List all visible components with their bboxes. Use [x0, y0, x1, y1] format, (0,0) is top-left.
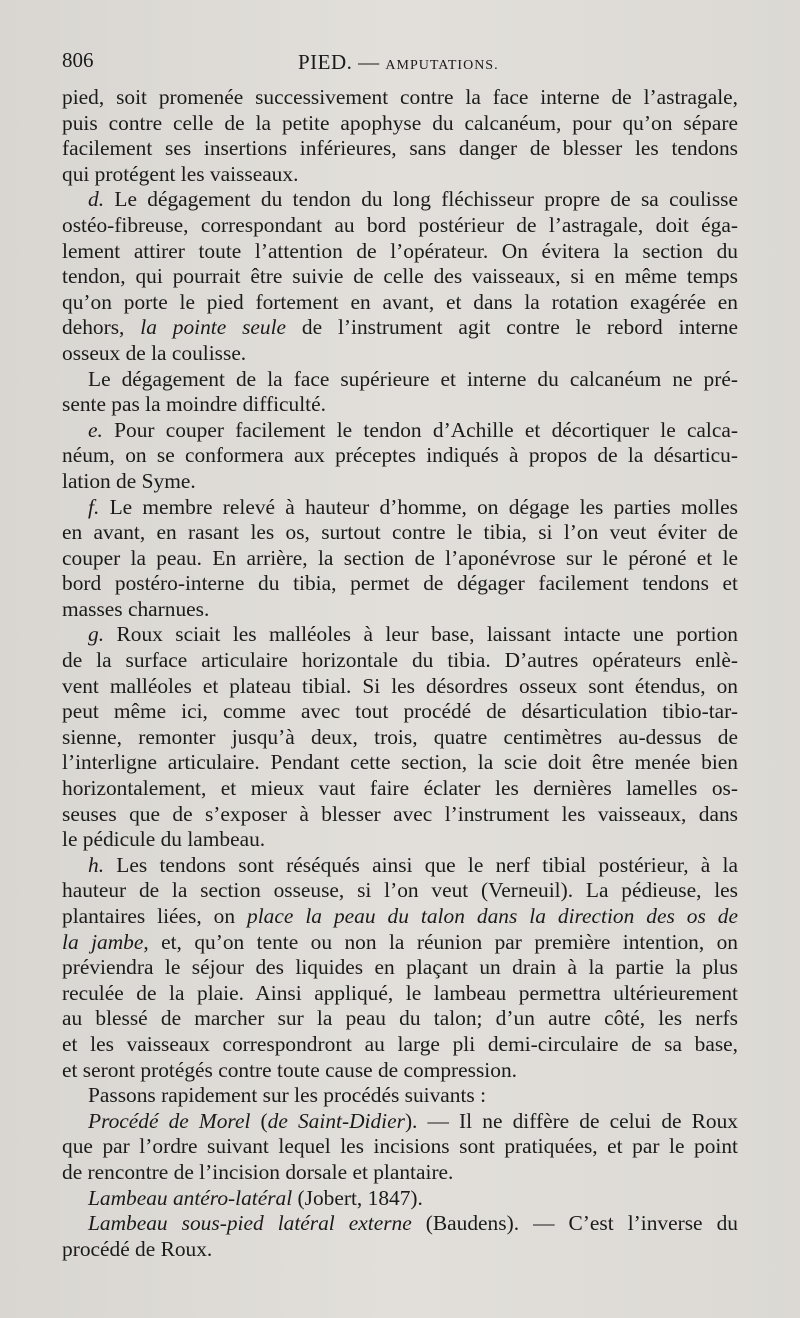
- italic-span: g.: [88, 622, 105, 647]
- running-header: [62, 48, 742, 78]
- italic-span: e.: [88, 417, 103, 442]
- text-span: néum, on se conformera aux préceptes indiqués à propos de la désarticu-: [62, 443, 738, 468]
- text-span: masses charnues.: [62, 596, 210, 621]
- text-span: hauteur de la section osseuse, si l’on veut (Verneuil). La pédieuse, les: [62, 878, 738, 903]
- text-line: [62, 571, 738, 597]
- italic-span: place la peau du talon dans la direction des os de: [247, 904, 738, 928]
- text-line: [62, 1237, 738, 1263]
- text-span: de l’instrument agit contre le rebord interne: [286, 315, 738, 340]
- text-line: [62, 1006, 738, 1032]
- text-line: [62, 315, 738, 341]
- text-line: [62, 85, 738, 111]
- text-line: [62, 699, 738, 725]
- text-line: [62, 162, 738, 188]
- text-span: ). — Il ne diffère de celui de Roux: [404, 1108, 738, 1133]
- text-line: [62, 1109, 738, 1135]
- text-line: [62, 1134, 738, 1160]
- text-line: [62, 904, 738, 930]
- italic-span: f.: [88, 494, 100, 519]
- title-section: AMPUTATIONS.: [385, 58, 499, 73]
- text-line: [62, 341, 738, 367]
- text-line: [62, 622, 738, 648]
- text-span: de rencontre de l’incision dorsale et plantaire.: [62, 1159, 454, 1184]
- text-line: [62, 955, 738, 981]
- text-span: dehors,: [62, 315, 141, 340]
- text-line: [62, 648, 738, 674]
- text-span: seuses que de s’exposer à blesser avec l’instrument les vaisseaux, dans: [62, 801, 738, 826]
- text-span: préviendra le séjour des liquides en plaçant un drain à la partie la plus: [62, 955, 738, 980]
- text-line: [62, 853, 738, 879]
- text-span: procédé de Roux.: [62, 1236, 213, 1261]
- text-span: (: [250, 1108, 268, 1133]
- text-span: couper la peau. En arrière, la section de l’aponévrose sur le péroné et le: [62, 545, 738, 570]
- text-span: Roux sciait les malléoles à leur base, laissant intacte une portion: [104, 622, 738, 647]
- text-line: [62, 776, 738, 802]
- text-span: plantaires liées, on: [62, 904, 248, 928]
- text-line: [62, 1032, 738, 1058]
- text-span: en avant, en rasant les os, surtout contre le tibia, si l’on veut éviter de: [62, 520, 738, 545]
- text-line: [62, 187, 738, 213]
- italic-span: Lambeau sous-pied latéral externe: [88, 1211, 412, 1236]
- text-line: [62, 367, 738, 393]
- text-span: Les tendons sont réséqués ainsi que le nerf tibial postérieur, à la: [104, 852, 738, 877]
- text-span: sente pas la moindre difficulté.: [62, 392, 326, 417]
- text-span: qui protégent les vaisseaux.: [62, 161, 299, 186]
- text-line: [62, 443, 738, 469]
- text-line: [62, 469, 738, 495]
- text-line: [62, 802, 738, 828]
- text-line: [62, 674, 738, 700]
- italic-span: Procédé de Morel: [88, 1108, 251, 1133]
- text-span: sienne, remonter jusqu’à deux, trois, quatre centimètres au-dessus de: [62, 724, 738, 749]
- text-line: [62, 290, 738, 316]
- text-span: bord postéro-interne du tibia, permet de dégager facilement tendons et: [62, 571, 738, 596]
- text-line: [62, 1211, 738, 1237]
- text-span: de la surface articulaire horizontale du tibia. D’autres opérateurs enlè-: [62, 648, 738, 673]
- text-line: [62, 264, 738, 290]
- text-span: horizontalement, et mieux vaut faire éclater les dernières lamelles os-: [62, 776, 738, 801]
- text-span: Le dégagement de la face supérieure et interne du calcanéum ne pré-: [88, 366, 738, 391]
- text-span: (Baudens). — C’est l’inverse du: [411, 1211, 738, 1236]
- text-span: l’interligne articulaire. Pendant cette section, la scie doit être menée bien: [62, 750, 738, 775]
- text-line: [62, 239, 738, 265]
- text-span: lement attirer toute l’attention de l’opérateur. On évitera la section du: [62, 238, 738, 263]
- text-span: , et, qu’on tente ou non la réunion par première intention, on: [143, 929, 738, 954]
- text-line: [62, 136, 738, 162]
- text-line: [62, 725, 738, 751]
- text-line: [62, 546, 738, 572]
- text-line: [62, 878, 738, 904]
- text-span: pied, soit promenée successivement contre la face interne de l’astragale,: [62, 85, 738, 109]
- italic-span: Lambeau antéro-latéral: [88, 1185, 293, 1210]
- text-span: vent malléoles et plateau tibial. Si les désordres osseux sont étendus, on: [62, 673, 738, 698]
- text-line: [62, 418, 738, 444]
- italic-span: de Saint-Didier: [267, 1108, 405, 1133]
- text-span: osseux de la coulisse.: [62, 340, 247, 365]
- text-span: (Jobert, 1847).: [292, 1185, 423, 1210]
- text-line: [62, 495, 738, 521]
- body-text: [62, 85, 738, 1262]
- text-line: [62, 1083, 738, 1109]
- text-span: et seront protégés contre toute cause de compression.: [62, 1057, 517, 1082]
- italic-span: la pointe seule: [140, 315, 287, 340]
- text-span: peut même ici, comme avec tout procédé de désarticulation tibio-tar-: [62, 699, 738, 724]
- text-line: [62, 1186, 738, 1212]
- text-line: [62, 827, 738, 853]
- text-line: [62, 1058, 738, 1084]
- text-line: [62, 981, 738, 1007]
- text-span: ostéo-fibreuse, correspondant au bord postérieur de l’astragale, doit éga-: [62, 212, 738, 237]
- text-span: facilement ses insertions inférieures, sans danger de blesser les tendons: [62, 136, 738, 161]
- text-span: que par l’ordre suivant lequel les incisions sont pratiquées, et par le point: [62, 1134, 738, 1159]
- text-line: [62, 111, 738, 137]
- text-span: et les vaisseaux correspondront au large pli demi-circulaire de sa base,: [62, 1031, 738, 1056]
- text-line: [62, 392, 738, 418]
- text-line: [62, 750, 738, 776]
- italic-span: la jambe: [62, 929, 144, 954]
- text-line: [62, 597, 738, 623]
- text-line: [62, 1160, 738, 1186]
- text-line: [62, 520, 738, 546]
- italic-span: d.: [88, 187, 105, 212]
- text-span: qu’on porte le pied fortement en avant, et dans la rotation exagérée en: [62, 289, 738, 314]
- text-span: Le membre relevé à hauteur d’homme, on dégage les parties molles: [99, 494, 738, 519]
- italic-span: h.: [88, 852, 105, 877]
- text-span: Pour couper facilement le tendon d’Achille et décortiquer le calca-: [102, 417, 738, 442]
- title-main: PIED.: [298, 50, 353, 74]
- text-span: tendon, qui pourrait être suivie de celle des vaisseaux, si en même temps: [62, 264, 738, 289]
- text-span: au blessé de marcher sur la peau du talon; d’un autre côté, les nerfs: [62, 1006, 738, 1031]
- text-span: lation de Syme.: [62, 468, 196, 493]
- running-title: [298, 50, 499, 75]
- page-number: 806: [62, 48, 94, 72]
- text-span: Passons rapidement sur les procédés suivants :: [88, 1083, 487, 1108]
- text-span: Le dégagement du tendon du long fléchisseur propre de sa coulisse: [104, 187, 738, 212]
- text-span: le pédicule du lambeau.: [62, 827, 266, 852]
- text-span: puis contre celle de la petite apophyse du calcanéum, pour qu’on sépare: [62, 110, 738, 135]
- text-line: [62, 213, 738, 239]
- text-span: reculée de la plaie. Ainsi appliqué, le lambeau permettra ultérieurement: [62, 980, 738, 1005]
- text-line: [62, 930, 738, 956]
- title-dash: —: [352, 50, 386, 74]
